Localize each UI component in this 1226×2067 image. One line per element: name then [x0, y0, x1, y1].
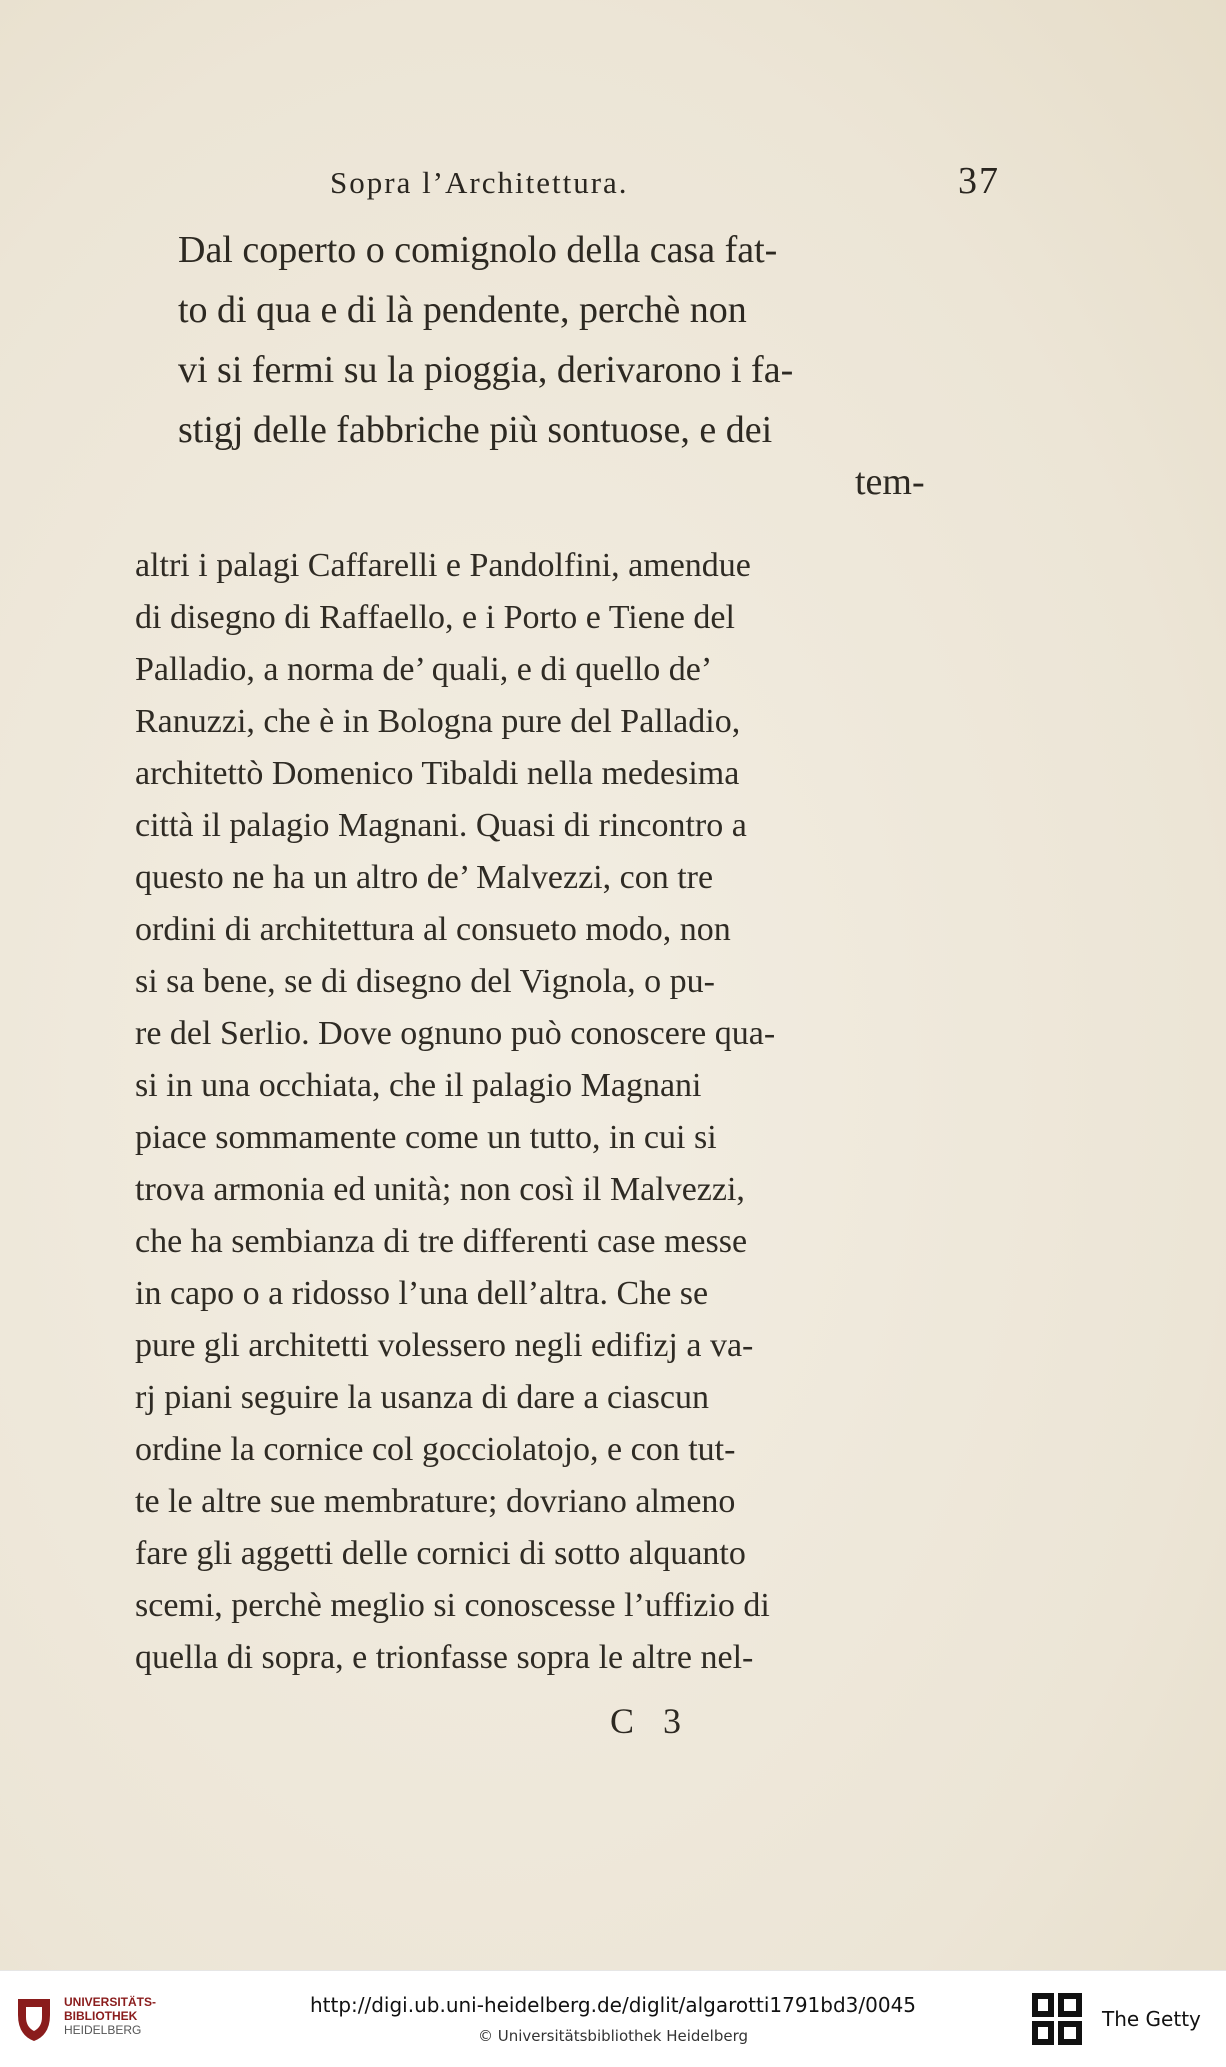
text-line: to di qua e di là pendente, perchè non — [178, 289, 747, 331]
library-name-line: UNIVERSITÄTS- — [64, 1995, 157, 2009]
text-line: fare gli aggetti delle cornici di sotto alquanto — [135, 1535, 746, 1572]
text-line: piace sommamente come un tutto, in cui si — [135, 1119, 717, 1156]
text-line: rj piani seguire la usanza di dare a ciascun — [135, 1379, 709, 1416]
catchword: tem- — [855, 461, 925, 503]
text-line: Ranuzzi, che è in Bologna pure del Palladio, — [135, 703, 741, 740]
text-line: in capo o a ridosso l’una dell’altra. Che se — [135, 1275, 709, 1312]
text-line: si sa bene, se di disegno del Vignola, o pu- — [135, 963, 715, 1000]
library-name-line: BIBLIOTHEK — [64, 2009, 138, 2023]
text-line: ordine la cornice col gocciolatojo, e con tut- — [135, 1431, 736, 1468]
text-line: te le altre sue membrature; dovriano almeno — [135, 1483, 736, 1520]
text-line: di disegno di Raffaello, e i Porto e Tiene del — [135, 599, 735, 636]
running-head-title: Sopra l’Architettura. — [330, 165, 629, 200]
text-line: re del Serlio. Dove ognuno può conoscere qua- — [135, 1015, 776, 1052]
text-line: stigj delle fabbriche più sontuose, e dei — [178, 409, 773, 451]
copyright-notice: © Universitätsbibliothek Heidelberg — [477, 2027, 748, 2045]
getty-logo-icon[interactable] — [1030, 1991, 1084, 2047]
text-line: città il palagio Magnani. Quasi di rincontro a — [135, 807, 747, 844]
viewer-footer — [0, 1970, 1226, 2067]
paragraph-top — [178, 220, 998, 460]
text-line: vi si fermi su la pioggia, derivarono i fa- — [178, 349, 794, 391]
paragraph-main — [135, 540, 1005, 1684]
text-line: pure gli architetti volessero negli edifizj a va- — [135, 1327, 754, 1364]
text-line: altri i palagi Caffarelli e Pandolfini, amendue — [135, 547, 751, 584]
permalink-url[interactable]: http://digi.ub.uni-heidelberg.de/diglit/algarotti1791bd3/0045 — [309, 1993, 917, 2017]
text-line: si in una occhiata, che il palagio Magnani — [135, 1067, 702, 1104]
text-line: trova armonia ed unità; non così il Malvezzi, — [135, 1171, 745, 1208]
text-line: architettò Domenico Tibaldi nella medesima — [135, 755, 740, 792]
library-name-line: HEIDELBERG — [64, 2023, 142, 2037]
text-line: questo ne ha un altro de’ Malvezzi, con tre — [135, 859, 714, 896]
signature-mark: C 3 — [610, 1701, 692, 1741]
text-line: Dal coperto o comignolo della casa fat- — [178, 229, 778, 271]
partner-name: The Getty — [1102, 2007, 1201, 2031]
text-line: scemi, perchè meglio si conoscesse l’uffizio di — [135, 1587, 770, 1624]
text-line: che ha sembianza di tre differenti case messe — [135, 1223, 748, 1260]
page-number: 37 — [958, 160, 1000, 202]
text-line: Palladio, a norma de’ quali, e di quello de’ — [135, 651, 713, 688]
text-line: quella di sopra, e trionfasse sopra le altre nel- — [135, 1639, 754, 1676]
text-line: ordini di architettura al consueto modo, non — [135, 911, 731, 948]
